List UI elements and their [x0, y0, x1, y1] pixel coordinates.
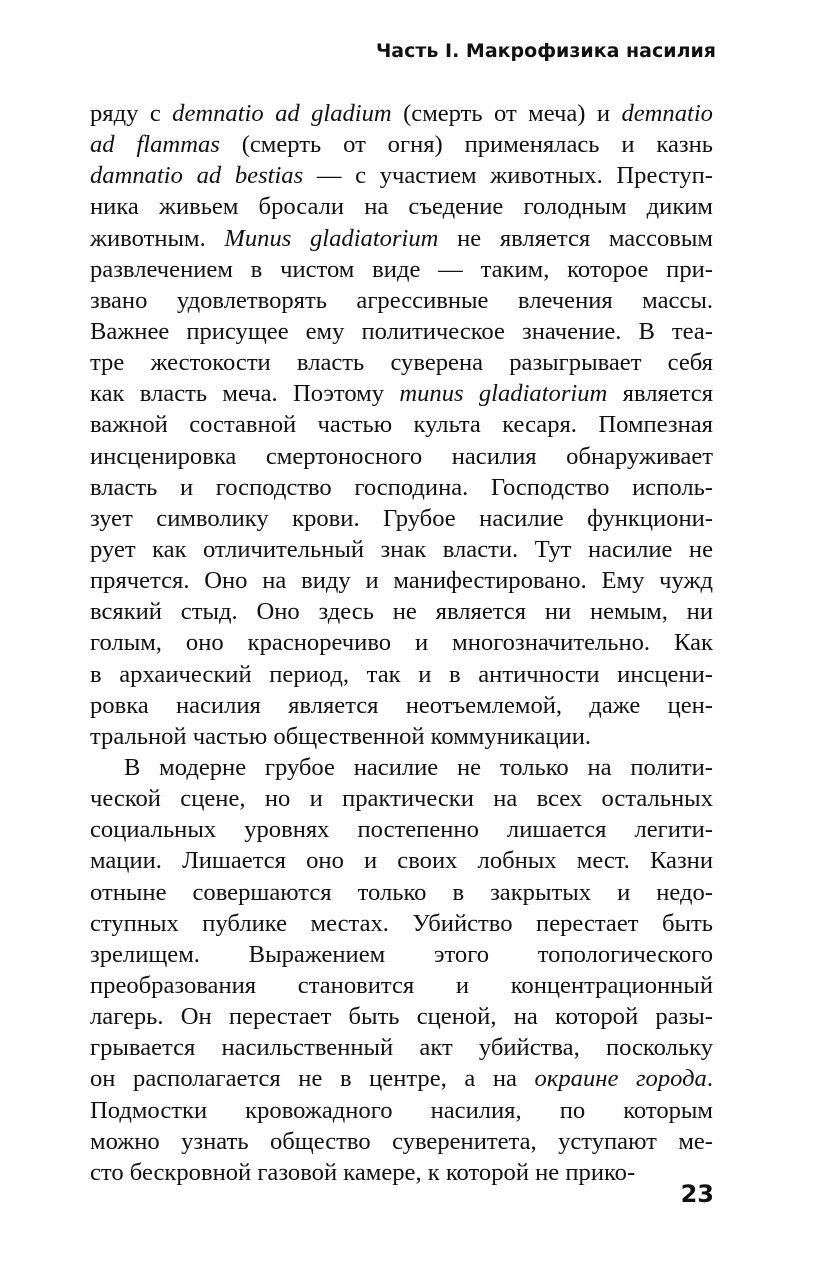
text-run: развлечением в чистом виде — таким, которое при-	[90, 255, 713, 283]
text-run: прячется. Оно на виду и манифестировано. Ему чужд	[90, 567, 713, 595]
text-run: грывается насильственный акт убийства, поскольку	[90, 1034, 713, 1062]
paragraph	[90, 98, 713, 752]
text-run: как власть меча. Поэтому	[90, 380, 400, 408]
text-run: В модерне грубое насилие не только на полити-	[124, 753, 713, 781]
text-line	[90, 285, 713, 316]
text-line	[90, 472, 713, 503]
italic-run: munus gladiatorium	[399, 380, 608, 408]
text-run: преобразования становится и концентрационный	[90, 971, 713, 999]
text-line	[90, 1063, 713, 1094]
text-run: (смерть от огня) применялась и казнь	[219, 131, 713, 159]
page-number: 23	[680, 1180, 714, 1208]
text-run: ступных публике местах. Убийство перестает быть	[90, 909, 713, 937]
text-line	[90, 503, 713, 534]
text-line	[90, 659, 713, 690]
text-run: отныне совершаются только в закрытых и недо-	[90, 878, 713, 906]
text-run: .	[706, 1065, 713, 1093]
text-run: мации. Лишается оно и своих лобных мест. Казни	[90, 847, 713, 875]
text-run: является	[607, 380, 714, 408]
text-run: Важнее присущее ему политическое значение. В теа-	[90, 317, 713, 345]
text-run: зрелищем. Выражением этого топологического	[90, 940, 713, 968]
text-line	[90, 409, 713, 440]
text-line	[90, 565, 713, 596]
text-line	[90, 783, 713, 814]
text-line	[90, 160, 713, 191]
text-line	[90, 316, 713, 347]
text-run: рует как отличительный знак власти. Тут насилие не	[90, 535, 713, 563]
text-run: власть и господство господина. Господство исполь-	[90, 473, 713, 501]
text-line	[90, 877, 713, 908]
text-line	[90, 223, 713, 254]
text-run: ровка насилия является неотъемлемой, даже цен-	[90, 691, 713, 719]
text-line	[90, 690, 713, 721]
text-line	[90, 441, 713, 472]
text-line	[90, 814, 713, 845]
text-run: всякий стыд. Оно здесь не является ни немым, ни	[90, 598, 713, 626]
text-run: можно узнать общество суверенитета, уступают ме-	[90, 1127, 713, 1155]
text-line	[90, 596, 713, 627]
text-line	[90, 1157, 713, 1188]
text-run: в архаический период, так и в античности инсцени-	[90, 660, 713, 688]
italic-run: demnatio	[621, 100, 713, 127]
text-run: тре жестокости власть суверена разыгрывает себя	[90, 349, 713, 377]
text-run: он располагается не в центре, а на	[90, 1065, 535, 1093]
text-run: сто бескровной газовой камере, к которой не прико-	[90, 1158, 636, 1186]
text-line	[90, 970, 713, 1001]
paragraph	[90, 752, 713, 1188]
text-line	[90, 1032, 713, 1063]
italic-run: ad flammas	[90, 131, 220, 159]
text-line	[90, 129, 713, 160]
text-run: звано удовлетворять агрессивные влечения массы.	[90, 286, 713, 314]
text-run: ряду с	[90, 100, 173, 127]
text-line	[90, 627, 713, 658]
text-run: не является массовым	[438, 224, 713, 252]
italic-run: Munus gladiatorium	[224, 224, 439, 252]
text-run: лагерь. Он перестает быть сценой, на которой разы-	[90, 1003, 713, 1031]
italic-run: окраине города	[534, 1065, 707, 1093]
text-line	[90, 378, 713, 409]
italic-run: demnatio ad gladium	[172, 100, 392, 127]
text-run: Подмостки кровожадного насилия, по которым	[90, 1096, 713, 1124]
text-run: зует символику крови. Грубое насилие функциони-	[90, 504, 713, 532]
text-line	[90, 845, 713, 876]
body-text	[90, 98, 713, 1188]
text-line	[90, 534, 713, 565]
text-run: голым, оно красноречиво и многозначительно. Как	[90, 629, 713, 657]
text-line	[90, 347, 713, 378]
text-line	[90, 721, 713, 752]
text-run: животным.	[90, 224, 225, 252]
text-line	[90, 752, 713, 783]
text-line	[90, 98, 713, 129]
text-line	[90, 191, 713, 222]
text-line	[90, 939, 713, 970]
text-run: социальных уровнях постепенно лишается легити-	[90, 816, 713, 844]
running-header: Часть I. Макрофизика насилия	[375, 40, 716, 62]
text-run: (смерть от меча) и	[391, 100, 622, 127]
text-line	[90, 254, 713, 285]
text-line	[90, 1095, 713, 1126]
text-run: ческой сцене, но и практически на всех остальных	[90, 785, 713, 813]
text-run: инсценировка смертоносного насилия обнаруживает	[90, 442, 713, 470]
text-run: важной составной частью культа кесаря. Помпезная	[90, 411, 713, 439]
text-line	[90, 1001, 713, 1032]
text-line	[90, 1126, 713, 1157]
italic-run: damnatio ad bestias	[90, 162, 304, 190]
text-line	[90, 908, 713, 939]
text-run: тральной частью общественной коммуникации.	[90, 722, 592, 750]
text-run: — с участием животных. Преступ-	[303, 162, 713, 190]
text-run: ника живьем бросали на съедение голодным диким	[90, 193, 713, 221]
